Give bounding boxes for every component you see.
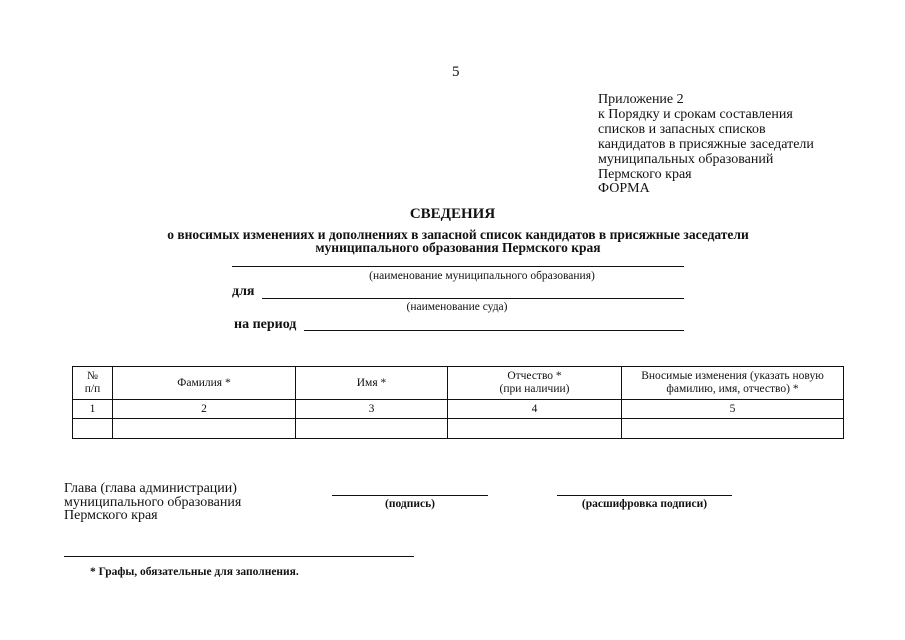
appendix-block — [598, 92, 814, 182]
header-changes — [622, 367, 844, 400]
subtitle-line: о вносимых изменениях и дополнениях в запасной список кандидатов в присяжные заседатели — [167, 227, 749, 242]
form-label: ФОРМА — [598, 181, 650, 196]
document-subtitle — [0, 228, 905, 254]
head-title-line: муниципального образования — [64, 494, 242, 510]
header-line: Вносимые изменения (указать новую — [641, 370, 824, 382]
footnote: * Графы, обязательные для заполнения. — [90, 566, 299, 578]
court-caption: (наименование суда) — [406, 301, 508, 313]
appendix-line: Пермского края — [598, 167, 692, 182]
for-label: для — [232, 284, 255, 299]
column-number: 1 — [73, 400, 113, 419]
table-cell[interactable] — [622, 419, 844, 439]
signature-decoding-caption: (расшифровка подписи) — [581, 498, 708, 510]
table-cell[interactable] — [73, 419, 113, 439]
head-title-line: Глава (глава администрации) — [64, 481, 237, 496]
header-line: (при наличии) — [499, 383, 570, 395]
column-number: 3 — [296, 400, 448, 419]
signature-caption: (подпись) — [385, 498, 435, 510]
document-title: СВЕДЕНИЯ — [409, 206, 496, 222]
header-number — [73, 367, 113, 400]
header-line: № — [87, 370, 98, 382]
table-cell[interactable] — [448, 419, 622, 439]
appendix-line: кандидатов в присяжные заседатели — [598, 137, 814, 152]
table-row — [73, 419, 844, 439]
column-number: 4 — [448, 400, 622, 419]
municipality-field-line[interactable] — [232, 266, 684, 267]
court-field-line[interactable] — [262, 298, 684, 299]
header-surname: Фамилия * — [113, 367, 296, 400]
period-label: на период — [234, 317, 297, 332]
table-row — [73, 400, 844, 419]
table-header-row — [73, 367, 844, 400]
appendix-line: к Порядку и срокам составления — [598, 107, 793, 122]
header-patronymic — [448, 367, 622, 400]
footnote-divider — [64, 556, 414, 557]
municipality-caption: (наименование муниципального образования) — [369, 270, 595, 282]
subtitle-line: муниципального образования Пермского края — [315, 240, 601, 255]
column-number: 2 — [113, 400, 296, 419]
appendix-line: муниципальных образований — [598, 152, 774, 167]
head-title — [64, 482, 241, 523]
column-number: 5 — [622, 400, 844, 419]
header-name: Имя * — [296, 367, 448, 400]
signature-decoding-line[interactable] — [557, 495, 732, 496]
period-field-line[interactable] — [304, 330, 684, 331]
header-line: Отчество * — [507, 370, 562, 382]
table-cell[interactable] — [296, 419, 448, 439]
appendix-line: списков и запасных списков — [598, 122, 766, 137]
head-title-line: Пермского края — [64, 508, 158, 523]
changes-table — [72, 366, 844, 439]
header-line: фамилию, имя, отчество) * — [666, 383, 799, 395]
page-number: 5 — [452, 64, 460, 80]
signature-line[interactable] — [332, 495, 488, 496]
appendix-line: Приложение 2 — [598, 92, 684, 107]
table-cell[interactable] — [113, 419, 296, 439]
header-line: п/п — [84, 383, 101, 395]
